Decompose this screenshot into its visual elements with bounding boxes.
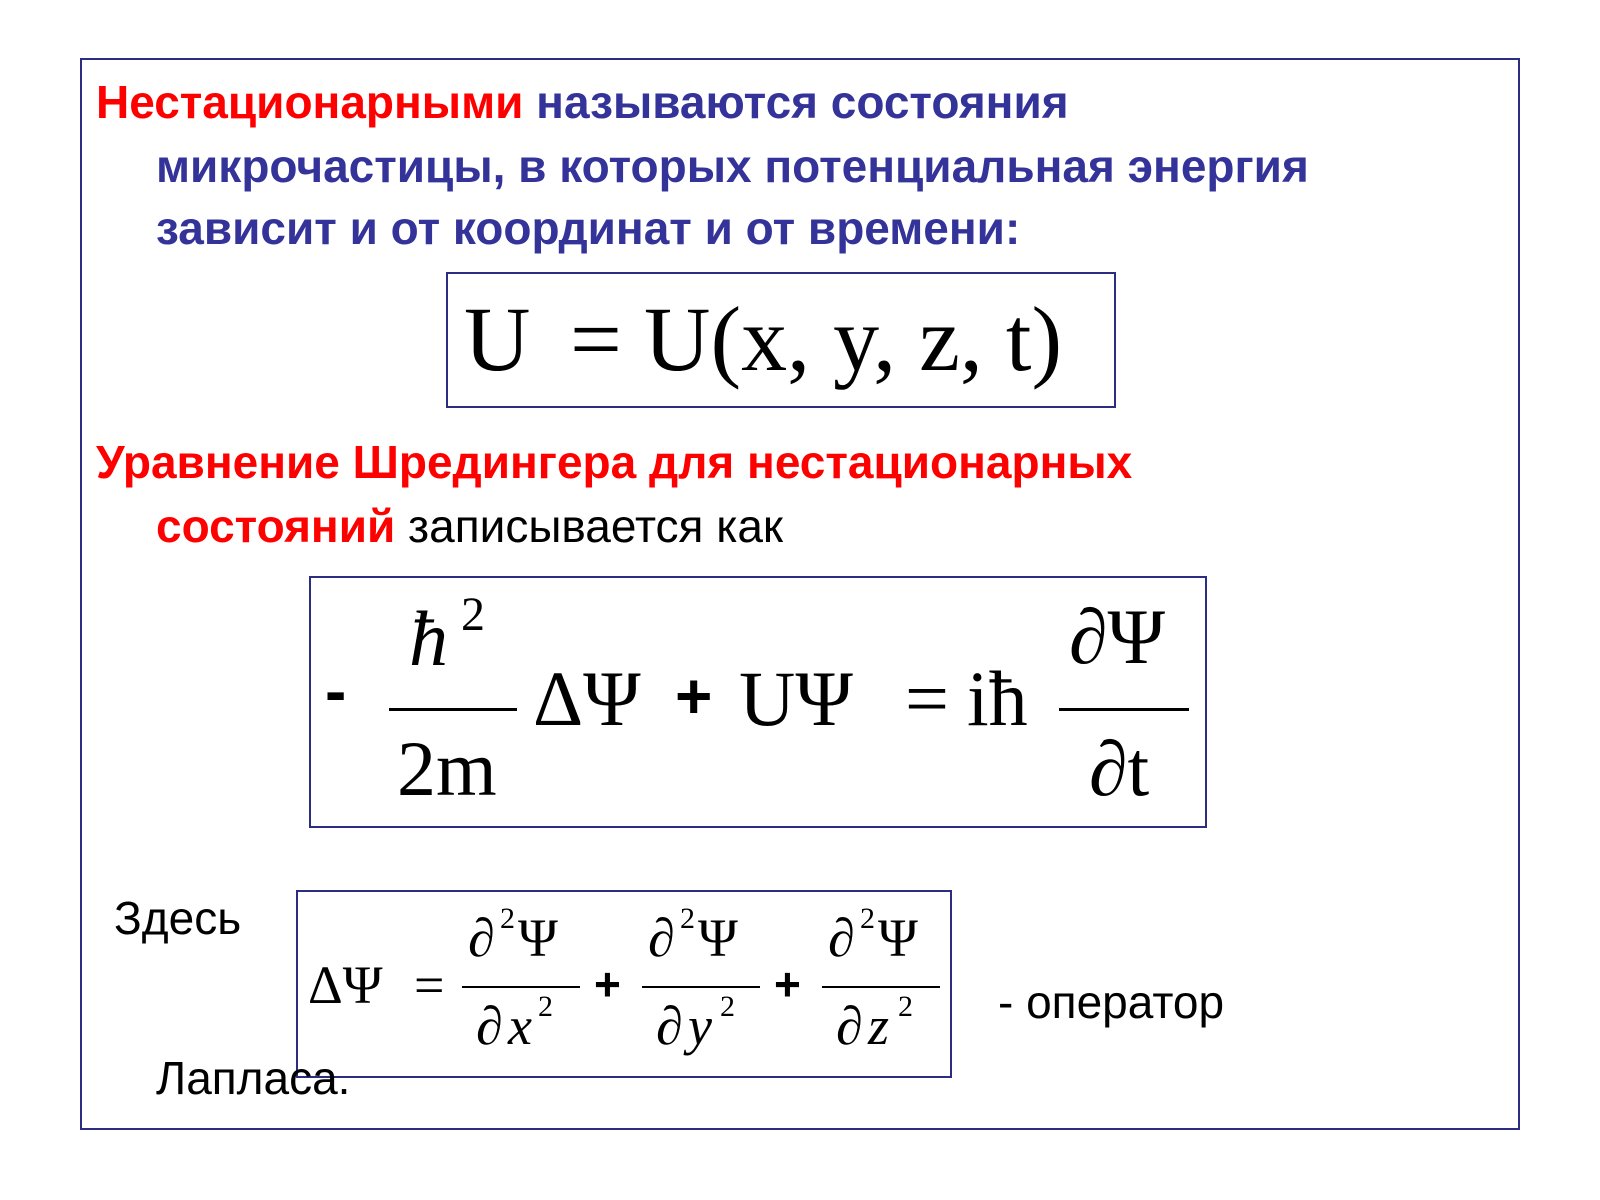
formula3-y-partial: ∂ (648, 908, 675, 968)
formula1-equals: = (570, 288, 622, 390)
operator-label: - оператор (998, 976, 1225, 1028)
formula3-y-var: y (688, 996, 712, 1056)
formula3-plus-2: + (774, 958, 801, 1010)
schrodinger-intro-line2 (156, 494, 783, 558)
formula3-x-var: x (508, 996, 532, 1056)
formula3-y-den-power: 2 (720, 990, 735, 1023)
laplace-label: Лапласа. (156, 1052, 351, 1104)
definition-text-line2: микрочастицы, в которых потенциальная энергия (156, 140, 1309, 192)
formula2-hbar-power: 2 (461, 588, 485, 641)
written-as-text: записывается как (395, 500, 784, 552)
paragraph-nonstationary-definition (96, 70, 1069, 134)
formula2-fraction-bar-left (389, 708, 517, 711)
formula-schrodinger-equation (309, 576, 1207, 828)
formula-laplace-operator (296, 890, 952, 1078)
here-label: Здесь (114, 892, 242, 944)
formula2-numerator-dpsi: ∂Ψ (1069, 593, 1166, 680)
formula2-minus: - (325, 655, 347, 727)
formula1-lhs: U (464, 288, 531, 390)
definition-text-line3: зависит и от координат и от времени: (156, 202, 1021, 254)
formula3-z-den-power: 2 (898, 990, 913, 1023)
formula3-x-den-power: 2 (538, 990, 553, 1023)
definition-text-line1: называются состояния (523, 76, 1069, 128)
formula3-z-den-partial: ∂ (836, 996, 863, 1056)
formula3-z-var: z (868, 996, 890, 1056)
formula3-y-power: 2 (680, 902, 695, 935)
formula3-z-power: 2 (860, 902, 875, 935)
formula2-hbar: ħ (409, 595, 448, 682)
formula2-u-psi: UΨ (739, 655, 853, 742)
formula3-y-psi: Ψ (698, 908, 738, 968)
formula2-equals: = (905, 655, 949, 742)
formula3-y-fraction-bar (642, 986, 760, 988)
formula3-z-fraction-bar (822, 986, 940, 988)
formula-potential-energy (446, 272, 1116, 408)
formula3-z-psi: Ψ (878, 908, 918, 968)
formula3-x-den-partial: ∂ (476, 996, 503, 1056)
formula2-i-hbar: iħ (967, 655, 1028, 742)
formula2-plus: + (675, 660, 713, 732)
formula3-x-fraction-bar (462, 986, 580, 988)
formula3-equals: = (414, 955, 445, 1015)
formula2-denominator-2m: 2m (397, 725, 497, 812)
formula3-x-power: 2 (500, 902, 515, 935)
term-states: состояний (156, 500, 396, 552)
formula3-x-partial: ∂ (468, 908, 495, 968)
formula3-y-den-partial: ∂ (656, 996, 683, 1056)
formula3-lhs: ΔΨ (308, 955, 383, 1015)
formula2-denominator-dt: ∂t (1089, 725, 1150, 812)
formula1-rhs: U(x, y, z, t) (644, 288, 1063, 390)
formula2-laplacian-psi: ΔΨ (533, 655, 641, 742)
formula2-fraction-bar-right (1059, 708, 1189, 711)
formula3-z-partial: ∂ (828, 908, 855, 968)
formula3-x-psi: Ψ (518, 908, 558, 968)
heading-schrodinger-equation: Уравнение Шредингера для нестационарных (96, 436, 1133, 488)
term-nonstationary: Нестационарными (96, 76, 524, 128)
formula3-plus-1: + (594, 958, 621, 1010)
